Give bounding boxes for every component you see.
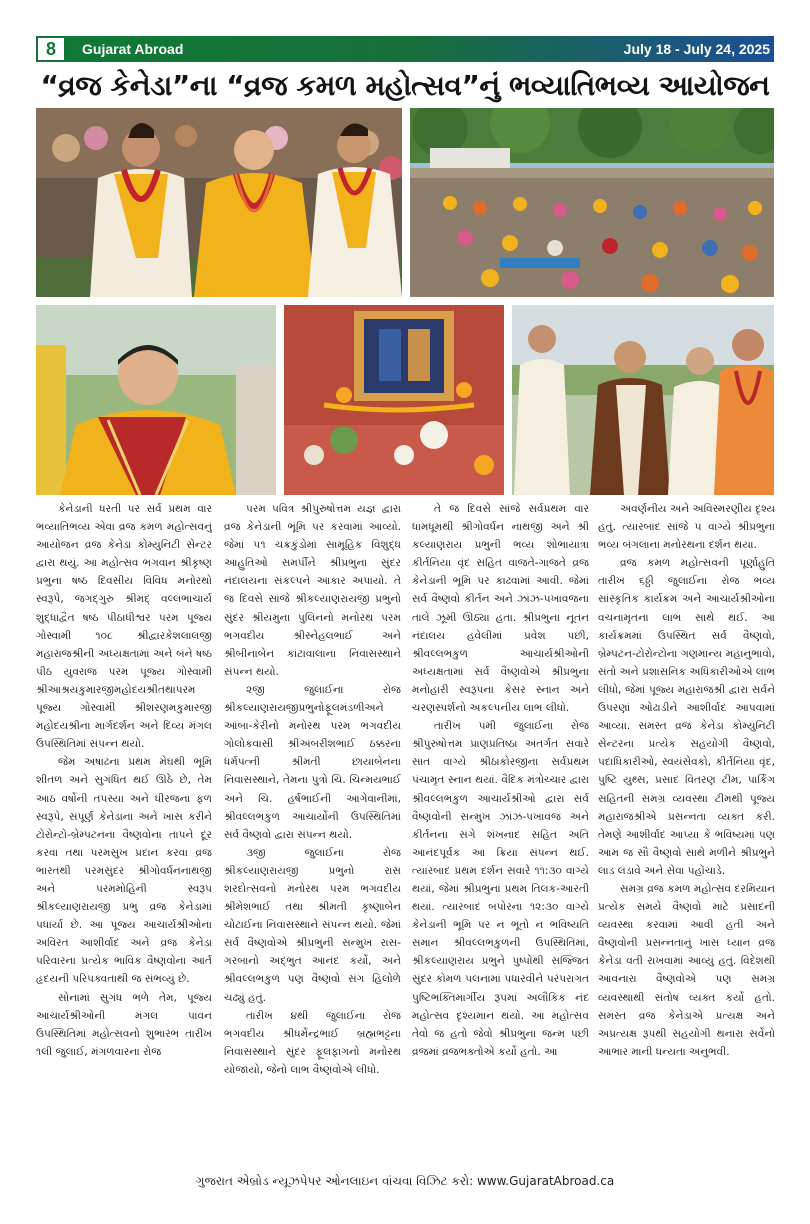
footer-website-note: ગુજરાત એબ્રોડ ન્યૂઝપેપર ઓનલાઇન વાંચવા વિઝિટ કરો: www.GujaratAbroad.ca [195, 1174, 615, 1188]
photo-seated-acharyas [36, 108, 402, 297]
photo-acharya-portrait [36, 305, 276, 495]
issue-date: July 18 - July 24, 2025 [623, 41, 770, 57]
publication-name: Gujarat Abroad [82, 41, 184, 57]
page-number: 8 [36, 36, 66, 62]
photo-decorated-shrine [284, 305, 504, 495]
photo-outdoor-crowd [410, 108, 774, 297]
paragraph: તારીખ ૫મી જુલાઈના રોજ શ્રીપુરુષોત્તમ પ્રાણપ્રતિષ્ઠા અંતર્ગત સવારે સાત વાગ્યે શ્રીઠાકોરજીના સર્વપ્રથમ પંચામૃત સ્નાન થયાં. વૈદિક મંત્રોચ્ચાર દ્વારા શ્રીવલ્લભકુળ આચાર્યશ્રીઓ દ્વારા સર્વ વૈષ્ણવોની સન્મુખ ઝાંઝ-પખાવજ અને કીર્તનના સંગે શંખનાદ સહિત અતિ આનંદપૂર્વક આ ક્રિયા સંપન્ન થઈ. ત્યારબાદ પ્રથમ દર્શન સવારે ૧૧:૩૦ વાગ્યે થયાં, જેમાં શ્રીપ્રભુનાં પ્રથમ તિલક-આરતી થયાં. ત્યારબાદ બપોરના ૧૨:૩૦ વાગ્યે કેનેડાની ભૂમિ પર ન ભૂતો ન ભવિષ્યતિ સમાન શ્રીવલ્લભકુળની ઉપસ્થિતિમાં, શ્રીકલ્યાણરાય પ્રભુને પુષ્પોથી સજ્જિત સુંદર કોમળ પલનામાં પધારવીને પરંપરાગત પુષ્ટિભક્તિમાર્ગીય રૂપમાં અલૌકિક નંદ મહોત્સવ દૃશ્યમાન થયો. આ મહોત્સવ તેવો જ હતો જેવો શ્રીપ્રભુના જન્મ પછી વ્રજમાં વ્રજભક્તોએ કર્યો હતો. આ [412, 720, 589, 1058]
paragraph: ૩જી જુલાઈના રોજ શ્રીકલ્યાણરાયજી પ્રભુનો રાસ શરદોત્સવનો મનોરથ પરમ ભગવદીય શ્રીમેશભાઈ તથા શ્રીમતી કૃષ્ણાબેન ચોટાઈના નિવાસસ્થાને સંપન્ન થયો. જેમાં સર્વ વૈષ્ણવોએ શ્રીપ્રભુની સન્મુખ રાસ-ગરબાનો અદ્ભુત આનંદ કર્યો, અને શ્રીવલ્લભકુળ પણ વૈષ્ણવો સંગ હિલોળે ચઢ્યું હતું. [224, 846, 401, 1004]
paragraph: ૨જી જુલાઈના રોજ શ્રીકલ્યાણરાયજીપ્રભુનોફૂલમંડળીઅને આંબા-કેરીનો મનોરથ પરમ ભગવદીય ગોલોકવાસી શ્રીઅંબરીશભાઈ ઠક્કરના ધર્મપત્ની શ્રીમતી છાયાબેનના નિવાસસ્થાને, તેમના પુત્રો ચિ. ચિન્મયભાઈ અને ચિ. હર્ષભાઈની આગેવાનીમાં, શ્રીવલ્લભકુળ આચાર્યોની ઉપસ્થિતિમાં સર્વ વૈષ્ણવો દ્વારા સંપન્ન થયો. [224, 683, 401, 841]
paragraph: સમગ્ર વ્રજ કમળ મહોત્સવ દરમિયાન પ્રત્યેક સમયે વૈષ્ણવો માટે પ્રસાદની વ્યવસ્થા કરવામાં આવી હતી અને વૈષ્ણવોની પ્રસન્નતાનું ખાસ ધ્યાન વ્રજ કેનેડા વતી રાખવામાં આવ્યું હતું. વિદેશથી આવનારા વૈષ્ણવોએ પણ સમગ્ર વ્યવસ્થાથી સંતોષ વ્યક્ત કર્યો હતો. સમસ્ત વ્રજ કેનેડાએ પ્રત્યક્ષ અને અપ્રત્યક્ષ રૂપથી સહયોગી થનારા સર્વેનો આભાર માની ધન્યતા અનુભવી. [598, 882, 775, 1058]
paragraph: તે જ દિવસે સાંજે સર્વપ્રથમ વાર ધામધૂમથી શ્રીગોવર્ધન નાથજી અને શ્રી કલ્યાણરાય પ્રભુની ભવ્ય શોભાયાત્રા કીર્તનિયા વૃંદ સહિત વાજતે-ગાજતે વ્રજ કેનેડાની ભૂમિ પર કાઢવામાં આવી. જેમાં સર્વ વૈષ્ણવો કીર્તન અને ઝાંઝ-પખાવજના તાલે ઝૂમી ઊઠ્યા હતા. શ્રીપ્રભુના નૂતન નંદાલય હવેલીમાં પ્રવેશ પછી, શ્રીવલ્લભકુળ આચાર્યશ્રીઓની અધ્યક્ષતામાં સર્વ વૈષ્ણવોએ શ્રીપ્રભુના મનોહારી સ્વરૂપના કેસર સ્નાન અને ચરણસ્પર્શનો અકલ્પનીય લાભ લીધો. [412, 503, 589, 715]
paragraph: અવર્ણનીય અને અવિસ્મરણીય દૃશ્ય હતું. ત્યારબાદ સાંજે ૫ વાગ્યે શ્રીપ્રભુના ભવ્ય બંગલાના મનોરથના દર્શન થયા. [598, 503, 775, 552]
article-column-1 [36, 500, 212, 1165]
article-headline: “વ્રજ કેનેડા”ના “વ્રજ કમળ મહોત્સવ”નું ભવ્યાતિભવ્ય આયોજન [40, 69, 770, 102]
photo-group-standing [512, 305, 774, 495]
paragraph: સોનામાં સુગંધ ભળે તેમ, પૂજ્ય આચાર્યશ્રીઓની મંગલ પાવન ઉપસ્થિતિમાં મહોત્સવનો શુભારંભ તારીખ ૧લી જુલાઈ, મંગળવારના રોજ [36, 991, 212, 1058]
article-column-2 [224, 500, 401, 1165]
paragraph: જેમ અષાઢના પ્રથમ મેઘથી ભૂમિ શીતળ અને સુગંધિત થઈ ઊઠે છે, તેમ આઠ વર્ષોની તપસ્યા અને ધીરજના ફળ સ્વરૂપે, સંપૂર્ણ કેનેડાના અને ખાસ કરીને ટોરોન્ટો-બ્રેમ્પટનના વૈષ્ણવોના તાપને દૂર કરવા તથા પરમસુખ પ્રદાન કરવા વ્રજ ભારતથી પરમસુંદર શ્રીગોવર્ધનનાથજી અને પરમમોહિની સ્વરૂપ શ્રીકલ્યાણરાયજી પ્રભુ વ્રજ કેનેડામાં પધાર્યા છે. આ પૂજ્ય આચાર્યશ્રીઓના અવિરત આશીર્વાદ અને વ્રજ કેનેડા પરિવારના પ્રત્યેક ભાવિક વૈષ્ણવોના આર્ત હૃદયની પરિપક્વતાથી જ સંભવ્યું છે. [36, 756, 212, 986]
paragraph: પરમ પવિત્ર શ્રીપુરુષોત્તમ યજ્ઞ દ્વારા વ્રજ કેનેડાની ભૂમિ પર કરવામાં આવ્યો. જેમાં ૫૧ ચક્રકુંડોમાં સામૂહિક વિશુદ્ધ આહુતિઓ સમર્પીને શ્રીપ્રભુના સુંદર નંદાલયના સંકલ્પને આકાર અપાયો. તે જ દિવસે સાંજે શ્રીકલ્યાણરાયજી પ્રભુનો સુંદર શ્રીયમુના પુલિનનો મનોરથ પરમ ભગવદીય શ્રીસ્નેહલભાઈ અને શ્રીબીનાબેન કાંટાવાલાના નિવાસસ્થાને સંપન્ન થયો. [224, 503, 401, 678]
paragraph: તારીખ ૪થી જુલાઈના રોજ ભગવદીય શ્રીધર્મેન્દ્રભાઈ બ્રહ્મભટ્ટના નિવાસસ્થાને સુંદર ફૂલફાગનો મનોરથ યોજાયો, જેનો લાભ વૈષ્ણવોએ લીધો. [224, 1009, 401, 1076]
article-column-4 [598, 500, 775, 1165]
paragraph: વ્રજ કમળ મહોત્સવની પૂર્ણાહુતિ તારીખ ૬ઠ્ઠી જુલાઈના રોજ ભવ્ય સાંસ્કૃતિક કાર્યક્રમ અને આચાર્યશ્રીઓના વચનામૃતના લાભ સાથે થઈ. આ કાર્યક્રમમાં ઉપસ્થિત સર્વ વૈષ્ણવો, બ્રેમ્પટન-ટોરોન્ટોના ગણમાન્ય મહાનુભાવો, સંતો અને પ્રશાસનિક અધિકારીઓએ લાભ લીધો, જેમાં પૂજ્ય મહારાજશ્રી દ્વારા સર્વને ઉપરણાં ઓઢાડીને આશીર્વાદ આપવામાં આવ્યા. સમસ્ત વ્રજ કેનેડા કોમ્યુનિટી સેન્ટરના પ્રત્યેક સહયોગી વૈષ્ણવો, પદાધિકારીઓ, સ્વયંસેવકો, કીર્તનિયા વૃંદ, પુષ્ટિ યુથ્સ, પ્રસાદ વિતરણ ટીમ, પાર્કિંગ સહિતની સમગ્ર વ્યવસ્થા ટીમથી પૂજ્ય મહારાજશ્રીએ પ્રસન્નતા વ્યક્ત કરી. તેમણે આશીર્વાદ આપ્યા કે ભવિષ્યમાં પણ આમ જ સૌ વૈષ્ણવો સાથે મળીને શ્રીપ્રભુને લાડ લડાવે અને સેવા પહોંચાડે. [598, 557, 775, 877]
article-column-3 [412, 500, 589, 1165]
paragraph: કેનેડાની ધરતી પર સર્વ પ્રથમ વાર ભવ્યાતિભવ્ય એવા વ્રજ કમળ મહોત્સવનું આયોજન વ્રજ કેનેડા કોમ્યુનિટી સેન્ટર દ્વારા થયું. આ મહોત્સવ ભગવાન શ્રીકૃષ્ણ પ્રભુના ષષ્ઠ દિવસીય વિવિધ મનોરથો સ્વરૂપે, જગદ્ગુરુ શ્રીમદ્ વલ્લભાચાર્ય શુદ્ધાદ્વૈત ષષ્ઠ પીઠાધીશ્વર પરમ પૂજ્ય ગોસ્વામી ૧૦૮ શ્રીદ્વારકેશલાલજી મહારાજશ્રીની અધ્યક્ષતામાં અને બંને ષષ્ઠ પીઠ યુવરાજ પરમ પૂજ્ય ગોસ્વામી શ્રીઆશ્રયકુમારજીમહોદયશ્રીતથાપરમ પૂજ્ય ગોસ્વામી શ્રીશરણમકુમારજી મહોદયશ્રીના માર્ગદર્શન અને દિવ્ય મંગલ ઉપસ્થિતિમાં સંપન્ન થયો. [36, 503, 212, 751]
